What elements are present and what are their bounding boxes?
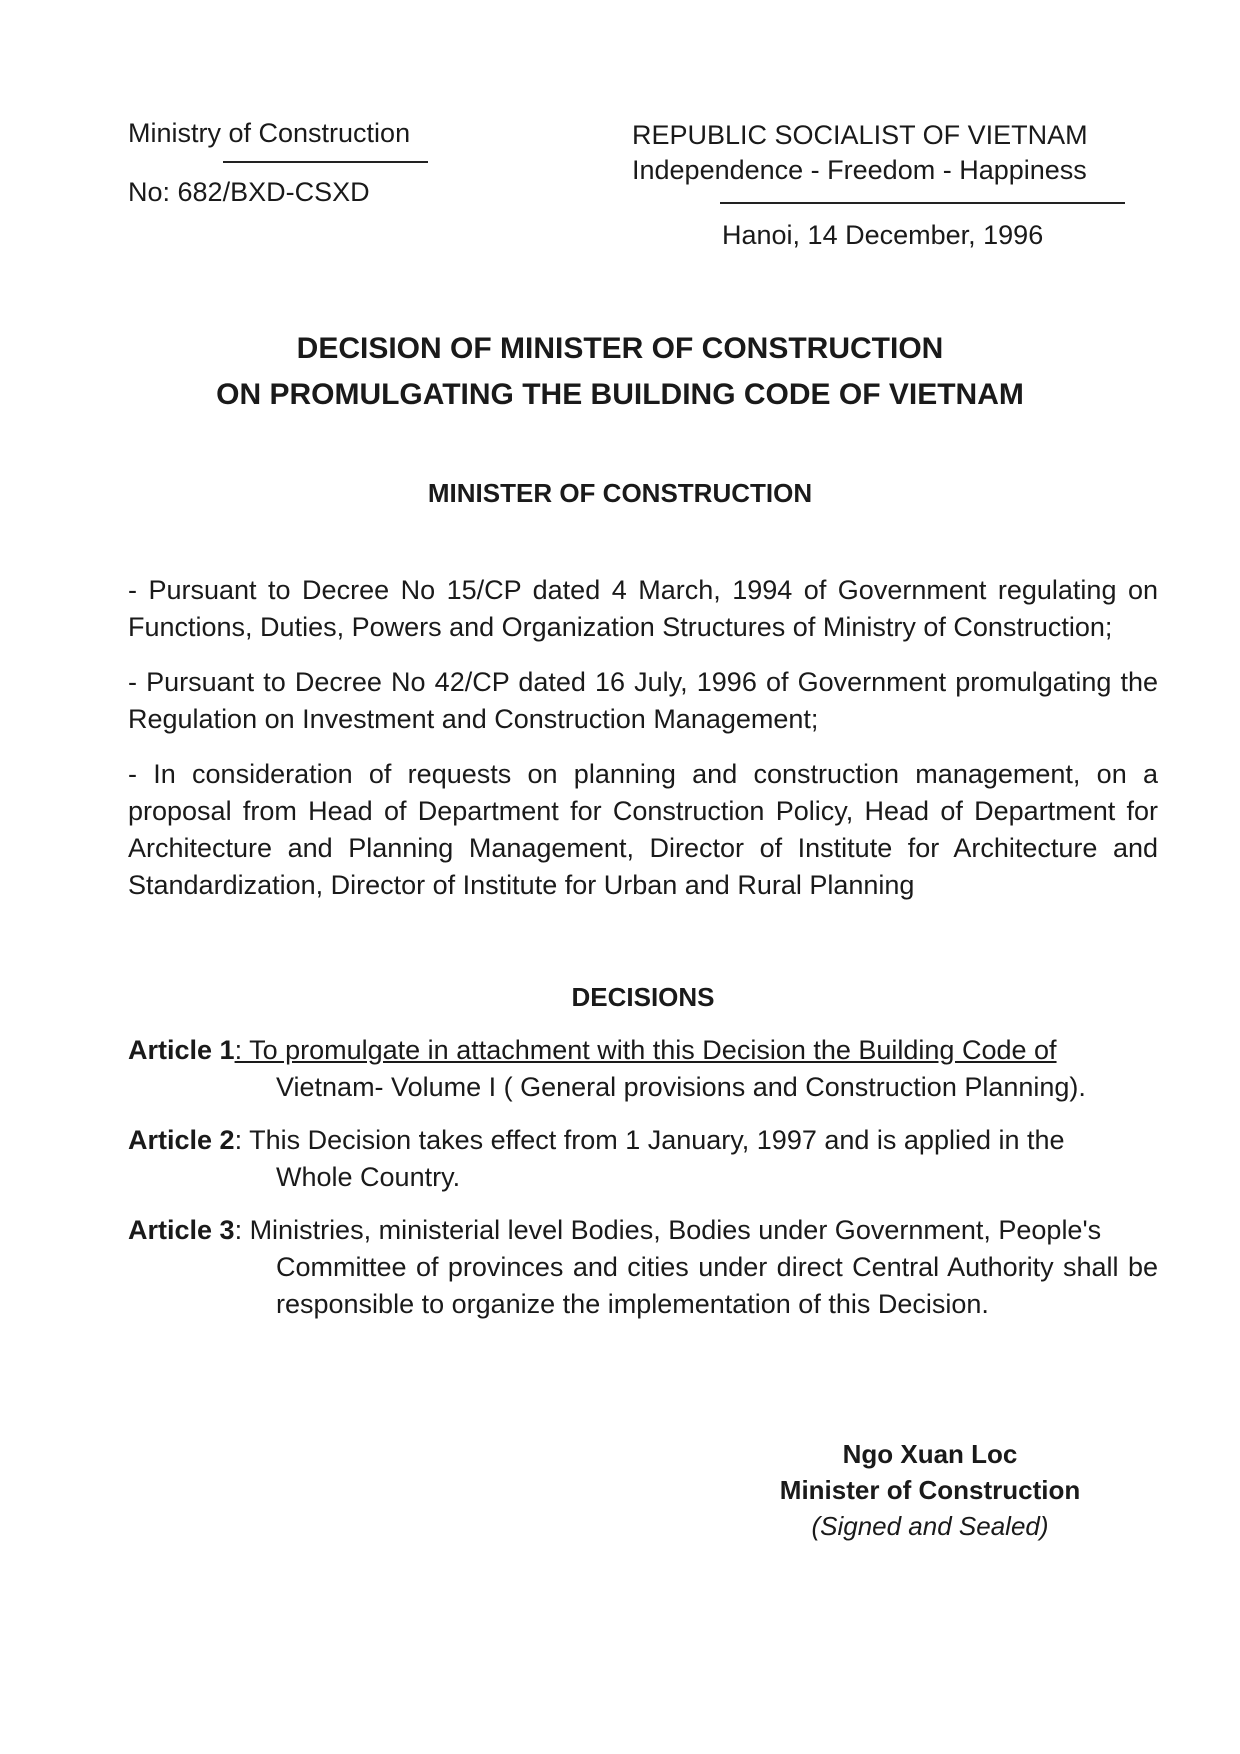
signature-block <box>740 1436 1120 1544</box>
article-3-continuation: Committee of provinces and cities under direct Central Authority shall be responsible to organize the implementation of this Decision. <box>276 1252 1158 1319</box>
preamble-paragraph-3: - In consideration of requests on planning and construction management, on a proposal from Head of Department for Construction Policy, Head of Department for Architecture and Planning Management, Director of Institute for Architecture and Standardization, Director of Institute for Urban and Rural Planning <box>128 759 1158 900</box>
title-line-1: DECISION OF MINISTER OF CONSTRUCTION <box>296 332 944 365</box>
issuer-divider <box>223 161 428 163</box>
document-title <box>0 326 1240 418</box>
article-3 <box>128 1212 1158 1323</box>
motto-divider <box>720 202 1125 204</box>
country-name: REPUBLIC SOCIALIST OF VIETNAM <box>632 120 1088 150</box>
article-2-continuation: Whole Country. <box>276 1162 461 1192</box>
article-3-lead: : Ministries, ministerial level Bodies, Bodies under Government, People's <box>234 1215 1102 1245</box>
articles-list <box>128 1032 1158 1339</box>
issuer-block <box>128 118 438 208</box>
signatory-name: Ngo Xuan Loc <box>842 1439 1018 1469</box>
signatory-position: Minister of Construction <box>779 1475 1081 1505</box>
title-line-2: ON PROMULGATING THE BUILDING CODE OF VIETNAM <box>216 378 1024 411</box>
article-1-lead: : To promulgate in attachment with this Decision the Building Code of <box>234 1035 1057 1065</box>
article-2-lead: : This Decision takes effect from 1 January, 1997 and is applied in the <box>234 1125 1065 1155</box>
document-number: No: 682/BXD-CSXD <box>128 177 370 207</box>
decisions-heading: DECISIONS <box>571 982 715 1012</box>
preamble <box>128 572 1158 922</box>
preamble-paragraph-1: - Pursuant to Decree No 15/CP dated 4 March, 1994 of Government regulating on Functions, Duties, Powers and Organization Structures of Ministry of Construction; <box>128 575 1158 642</box>
article-3-label: Article 3 <box>128 1215 235 1245</box>
article-2-label: Article 2 <box>128 1125 235 1155</box>
article-2 <box>128 1122 1158 1196</box>
authority-heading: MINISTER OF CONSTRUCTION <box>427 478 813 508</box>
preamble-paragraph-2: - Pursuant to Decree No 42/CP dated 16 July, 1996 of Government promulgating the Regulation on Investment and Construction Management; <box>128 667 1158 734</box>
issuer-org: Ministry of Construction <box>128 118 411 148</box>
state-header-block <box>632 118 1152 251</box>
document-date: Hanoi, 14 December, 1996 <box>722 220 1044 250</box>
article-1 <box>128 1032 1158 1106</box>
signature-note: (Signed and Sealed) <box>811 1511 1049 1541</box>
national-motto: Independence - Freedom - Happiness <box>632 155 1087 185</box>
article-1-continuation: Vietnam- Volume I ( General provisions and Construction Planning). <box>276 1072 1086 1102</box>
article-1-label: Article 1 <box>128 1035 235 1065</box>
